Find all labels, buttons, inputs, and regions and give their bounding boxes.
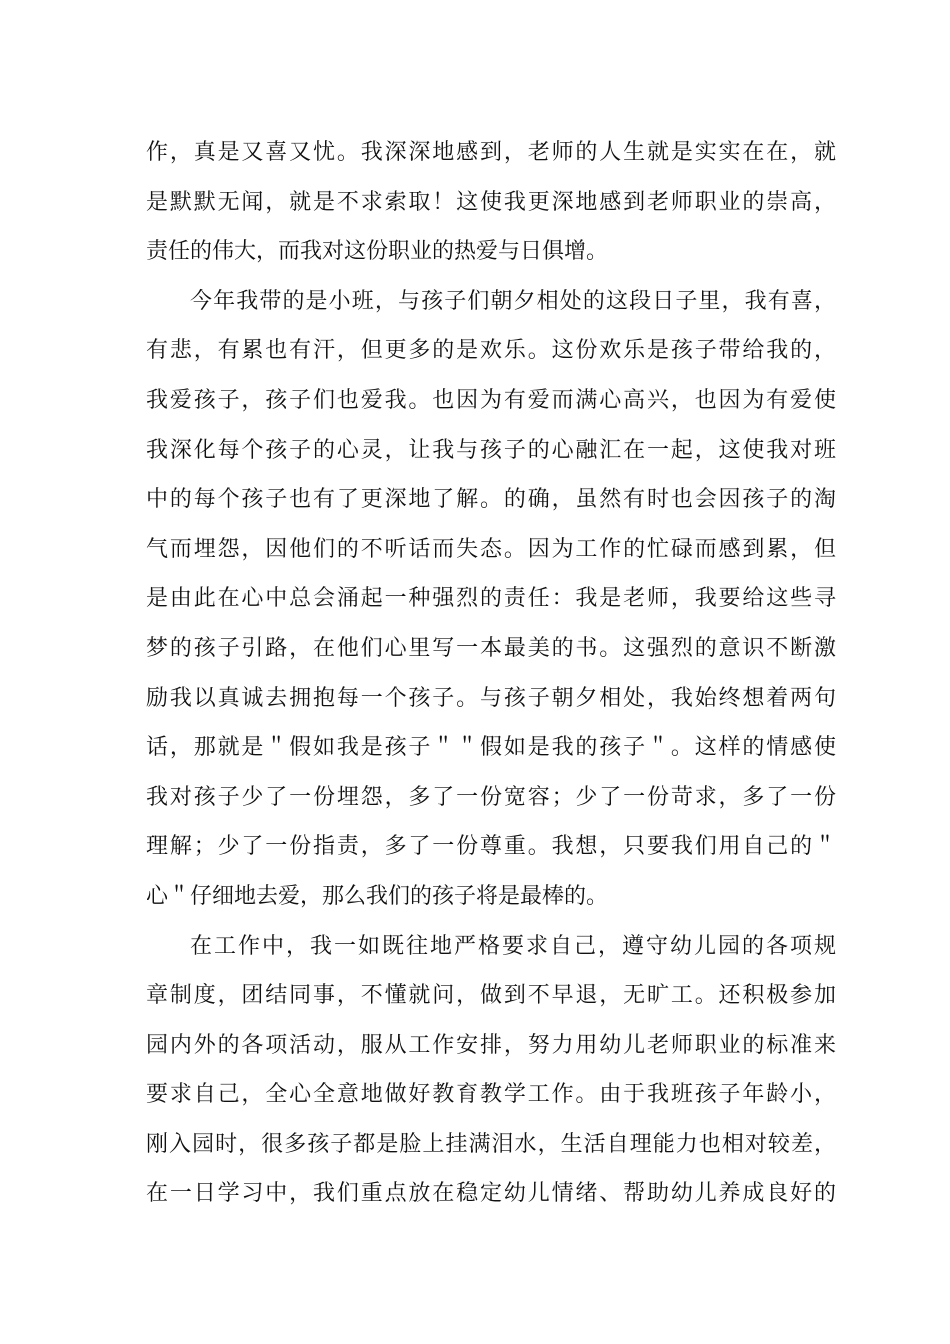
text-line: 中的每个孩子也有了更深地了解。的确，虽然有时也会因孩子的淘 [146, 487, 836, 513]
text-line: 励我以真诚去拥抱每一个孩子。与孩子朝夕相处，我始终想着两句 [146, 685, 836, 711]
text-line: 我爱孩子，孩子们也爱我。也因为有爱而满心高兴，也因为有爱使 [146, 387, 836, 413]
paragraph-1 [146, 128, 836, 277]
text-line: 气而埋怨，因他们的不听话而失态。因为工作的忙碌而感到累，但 [146, 536, 836, 562]
text-line: 我深化每个孩子的心灵，让我与孩子的心融汇在一起，这使我对班 [146, 437, 836, 463]
text-line: 今年我带的是小班，与孩子们朝夕相处的这段日子里，我有喜， [190, 288, 836, 314]
body-text [146, 128, 836, 1219]
text-line: 心＂仔细地去爱，那么我们的孩子将是最棒的。 [146, 883, 609, 909]
text-line: 在工作中，我一如既往地严格要求自己，遵守幼儿园的各项规 [190, 933, 836, 959]
text-line: 作，真是又喜又忧。我深深地感到，老师的人生就是实实在在，就 [146, 140, 836, 165]
text-line: 责任的伟大，而我对这份职业的热爱与日俱增。 [146, 239, 609, 265]
text-line: 园内外的各项活动，服从工作安排，努力用幼儿老师职业的标准来 [146, 1032, 836, 1058]
text-line: 要求自己，全心全意地做好教育教学工作。由于我班孩子年龄小， [146, 1082, 836, 1108]
text-line: 梦的孩子引路，在他们心里写一本最美的书。这强烈的意识不断激 [146, 635, 836, 661]
paragraph-2 [146, 277, 836, 922]
paragraph-3 [146, 922, 836, 1220]
text-line: 我对孩子少了一份埋怨，多了一份宽容；少了一份苛求，多了一份 [146, 784, 836, 810]
text-line: 在一日学习中，我们重点放在稳定幼儿情绪、帮助幼儿养成良好的 [146, 1181, 836, 1207]
text-line: 章制度，团结同事，不懂就问，做到不早退，无旷工。还积极参加 [146, 983, 836, 1009]
text-line: 有悲，有累也有汗，但更多的是欢乐。这份欢乐是孩子带给我的， [146, 338, 836, 364]
text-line: 话，那就是＂假如我是孩子＂＂假如是我的孩子＂。这样的情感使 [146, 735, 836, 761]
text-line: 理解；少了一份指责，多了一份尊重。我想，只要我们用自己的＂ [146, 834, 836, 860]
text-line: 是由此在心中总会涌起一种强烈的责任：我是老师，我要给这些寻 [146, 586, 836, 612]
text-line: 刚入园时，很多孩子都是脸上挂满泪水，生活自理能力也相对较差， [146, 1131, 836, 1157]
text-line: 是默默无闻，就是不求索取！这使我更深地感到老师职业的崇高， [146, 189, 836, 215]
